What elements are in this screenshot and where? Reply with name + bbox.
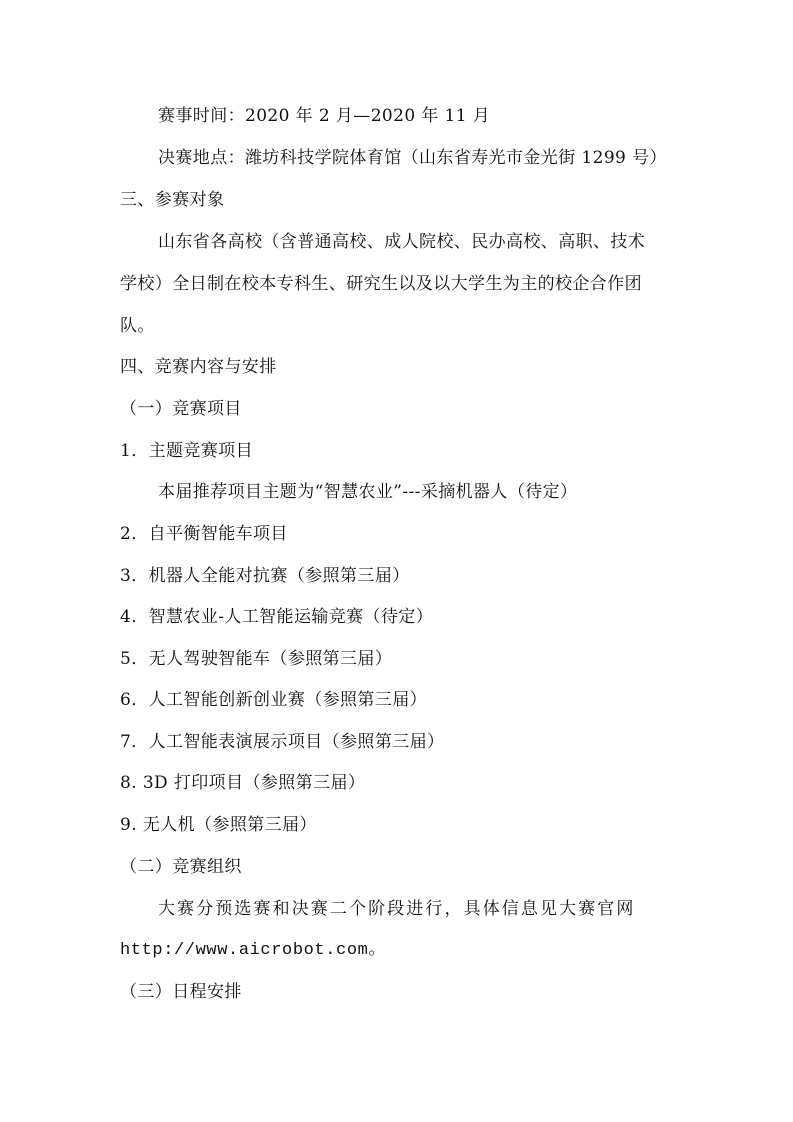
subsection-3-heading: （三）日程安排 — [120, 982, 242, 1002]
subsection-1-heading: （一）竞赛项目 — [120, 399, 242, 419]
item-1-note: 本届推荐项目主题为“智慧农业”---采摘机器人（待定） — [158, 482, 578, 502]
list-item-1: 1．主题竞赛项目 — [120, 441, 254, 461]
official-website-url: http://www.aicrobot.com。 — [120, 941, 387, 960]
section-4-heading: 四、竞赛内容与安排 — [120, 357, 277, 377]
list-item-5: 5．无人驾驶智能车（参照第三届） — [120, 649, 393, 669]
list-item-7: 7．人工智能表演展示项目（参照第三届） — [120, 732, 445, 752]
subsection-2-heading: （二）竞赛组织 — [120, 857, 242, 877]
list-item-3: 3．机器人全能对抗赛（参照第三届） — [120, 566, 410, 586]
competition-time-line: 赛事时间：2020 年 2 月—2020 年 11 月 — [158, 106, 491, 126]
list-item-2: 2．自平衡智能车项目 — [120, 524, 288, 544]
section-3-paragraph-line-1: 山东省各高校（含普通高校、成人院校、民办高校、高职、技术 — [158, 232, 646, 252]
section-3-heading: 三、参赛对象 — [120, 190, 225, 210]
list-item-6: 6．人工智能创新创业赛（参照第三届） — [120, 690, 428, 710]
section-3-paragraph-line-2: 学校）全日制在校本专科生、研究生以及以大学生为主的校企合作团 — [120, 274, 642, 294]
list-item-4: 4．智慧农业-人工智能运输竞赛（待定） — [120, 607, 434, 627]
list-item-8: 8. 3D 打印项目（参照第三届） — [120, 773, 366, 793]
subsection-2-paragraph-line-1: 大赛分预选赛和决赛二个阶段进行，具体信息见大赛官网 — [158, 899, 636, 919]
final-venue-line: 决赛地点：潍坊科技学院体育馆（山东省寿光市金光街 1299 号） — [158, 148, 667, 168]
list-item-9: 9. 无人机（参照第三届） — [120, 815, 317, 835]
section-3-paragraph-line-3: 队。 — [120, 316, 155, 336]
